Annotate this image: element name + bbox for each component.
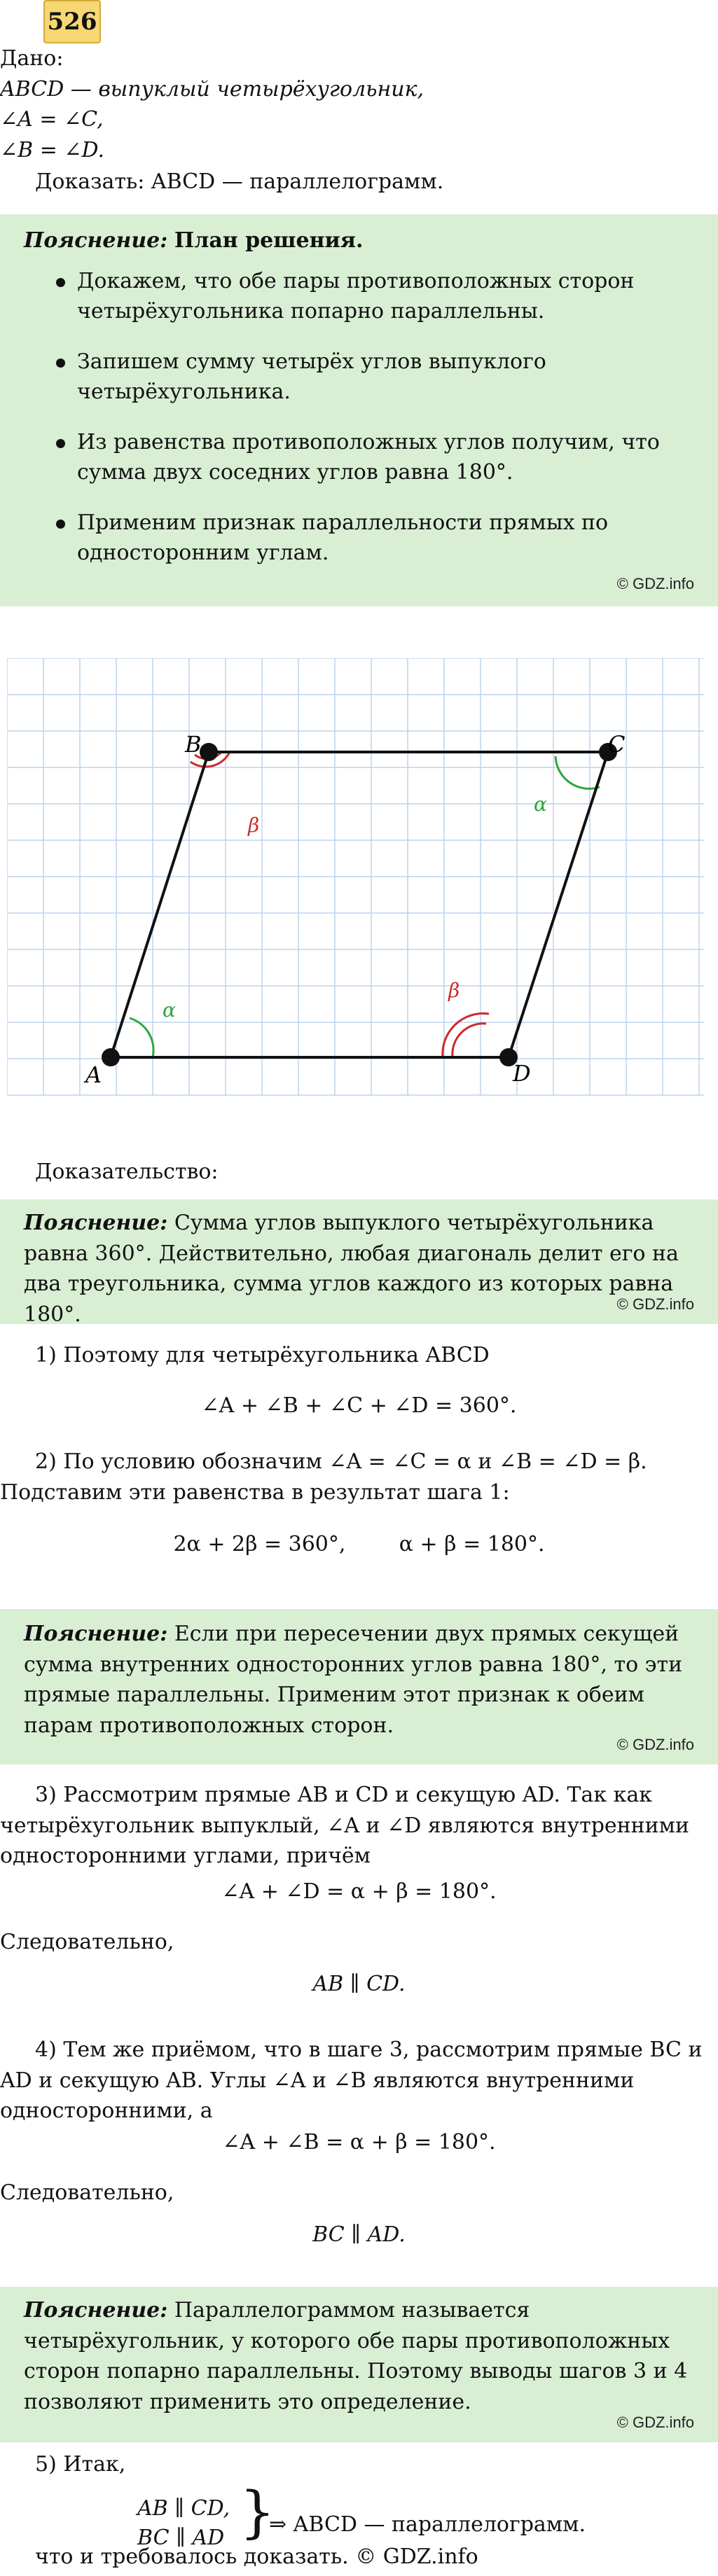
plan-title (24, 225, 694, 256)
parallelogram-figure (7, 658, 704, 1096)
note-3-box (0, 2287, 718, 2442)
angle-D-arc-outer (443, 1013, 489, 1057)
final-line: что и требовалось доказать. © GDZ.info (35, 2544, 478, 2569)
task-number-badge: 526 (43, 0, 101, 43)
plan-title-bold: План решения. (174, 228, 364, 253)
note-1-box (0, 1199, 718, 1327)
note-2-text: Если при пересечении двух прямых секущей сумма внутренних односторонних углов равна 180°, то эти прямые параллельны. Применим этот признак к обеим парам противоположных сторон. (24, 1622, 683, 1738)
note-3-copyright: © GDZ.info (616, 2414, 694, 2432)
label-alpha-A: α (163, 998, 176, 1022)
plan-list (24, 266, 694, 569)
step-3-formula: ∠A + ∠D = α + β = 180°. (221, 1879, 497, 1904)
vertex-A (102, 1048, 120, 1066)
step-5-line-1: AB ∥ CD, (137, 2496, 230, 2521)
label-C: C (608, 731, 626, 758)
angle-C-arc (555, 756, 600, 788)
prove-statement: Доказать: ABCD — параллелограмм. (35, 169, 444, 194)
step-4-result: BC ∥ AD. (312, 2222, 406, 2247)
note-1-label: Пояснение: (24, 1211, 168, 1235)
step-5-line-2: BC ∥ AD (137, 2526, 225, 2550)
step-3-hence: Следовательно, (0, 1930, 174, 1954)
note-3-text: Параллелограммом называется четырёхугольник, у которого обе пары противоположных сторон попарно параллельны. Поэтому выводы шагов 3 и 4 позволяют применить это определение. (24, 2298, 688, 2414)
plan-item-1: Докажем, что обе пары противоположных сторон четырёхугольника попарно параллельны. (24, 266, 694, 327)
brace-symbol: } (240, 2479, 275, 2544)
given-line-3: ∠B = ∠D. (0, 137, 105, 162)
label-B: B (185, 731, 202, 758)
note-2-copyright: © GDZ.info (616, 1736, 694, 1754)
label-A: A (85, 1061, 102, 1088)
note-2-label: Пояснение: (24, 1622, 168, 1646)
proof-label: Доказательство: (35, 1160, 219, 1184)
step-5-conclusion: ⇒ ABCD — параллелограмм. (269, 2512, 586, 2537)
label-beta-D: β (448, 979, 460, 1002)
step-4-text: 4) Тем же приёмом, что в шаге 3, рассмотрим прямые BC и AD и секущую AB. Углы ∠A и ∠B являются внутренними односторонними, а (0, 2038, 703, 2123)
step-4-hence: Следовательно, (0, 2180, 174, 2205)
label-D: D (513, 1060, 531, 1087)
step-1-formula: ∠A + ∠B + ∠C + ∠D = 360°. (201, 1393, 517, 1418)
label-beta-B: β (248, 814, 260, 837)
plan-box (0, 214, 718, 606)
label-alpha-C: α (534, 793, 547, 816)
step-1-text: 1) Поэтому для четырёхугольника ABCD (35, 1343, 490, 1367)
angle-A-arc (130, 1018, 153, 1057)
vertex-B (200, 743, 218, 761)
given-label: Дано: (0, 46, 64, 71)
note-1-text: Сумма углов выпуклого четырёхугольника равна 360°. Действительно, любая диагональ делит его на два треугольника, сумма углов каждого из которых равна 180°. (24, 1211, 679, 1327)
given-line-2: ∠A = ∠C, (0, 107, 104, 132)
step-5-text: 5) Итак, (35, 2452, 126, 2477)
step-2-formula: 2α + 2β = 360°, α + β = 180°. (173, 1532, 545, 1557)
plan-copyright: © GDZ.info (616, 575, 694, 593)
given-line-1: ABCD — выпуклый четырёхугольник, (0, 76, 424, 102)
grid-lines (7, 658, 704, 1096)
angle-D-arc-inner (453, 1024, 486, 1057)
given-block (0, 43, 711, 165)
plan-item-3: Из равенства противоположных углов получим, что сумма двух соседних углов равна 180°. (24, 427, 694, 488)
step-2-text: 2) По условию обозначим ∠A = ∠C = α и ∠B = ∠D = β. Подставим эти равенства в результат шага 1: (0, 1449, 647, 1505)
plan-title-italic: Пояснение: (24, 228, 168, 253)
step-3-result: AB ∥ CD. (312, 1972, 406, 1996)
step-4-formula: ∠A + ∠B = α + β = 180°. (222, 2130, 496, 2154)
plan-item-4: Применим признак параллельности прямых по односторонним углам. (24, 508, 694, 569)
note-2-box (0, 1609, 718, 1764)
note-3-label: Пояснение: (24, 2298, 168, 2323)
plan-item-2: Запишем сумму четырёх углов выпуклого четырёхугольника. (24, 347, 694, 408)
note-1-copyright: © GDZ.info (616, 1295, 694, 1314)
step-3-text: 3) Рассмотрим прямые AB и CD и секущую AD. Так как четырёхугольник выпуклый, ∠A и ∠D являются внутренними односторонними углами, причём (0, 1783, 689, 1868)
